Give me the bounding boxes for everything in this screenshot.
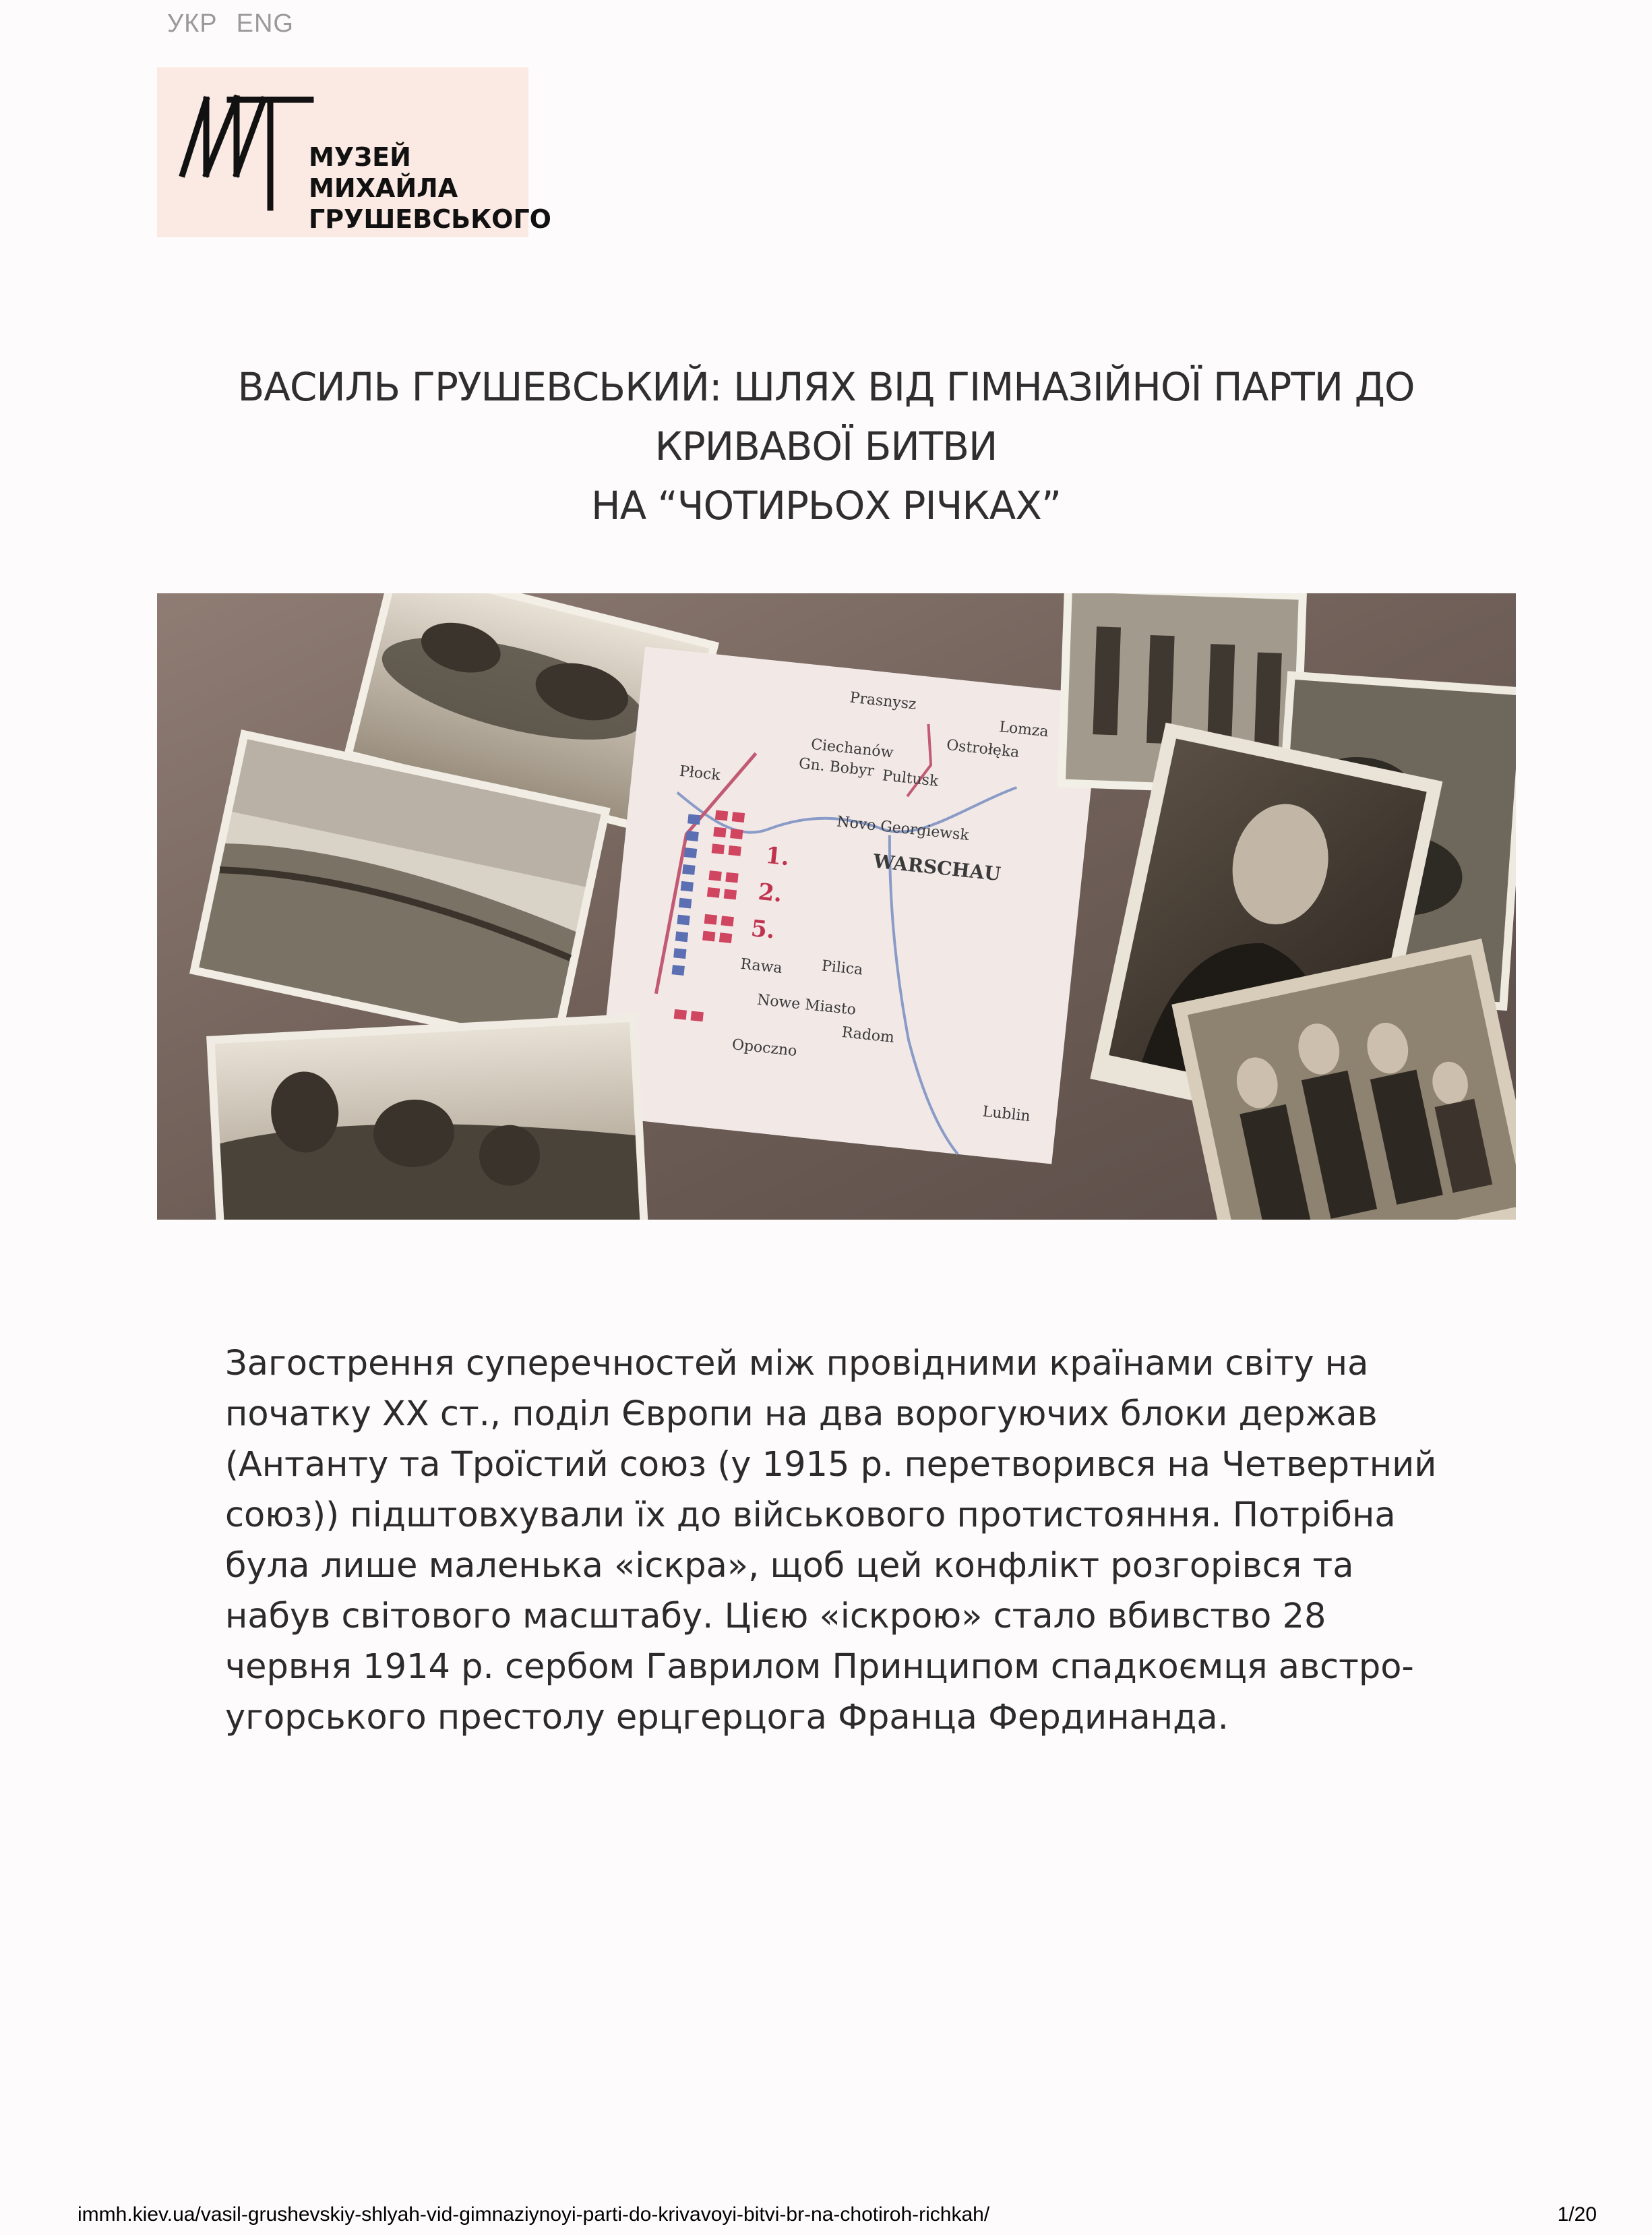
map-label-nowe-miasto: Nowe Miasto — [756, 991, 857, 1019]
museum-logo[interactable] — [157, 67, 551, 237]
logo-line-2: МИХАЙЛА — [309, 173, 458, 203]
logo-line-3: ГРУШЕВСЬКОГО — [309, 204, 551, 234]
map-photo — [596, 647, 1101, 1164]
hero-collage-image — [157, 593, 1516, 1220]
title-line-1: ВАСИЛЬ ГРУШЕВСЬКИЙ: ШЛЯХ ВІД ГІМНАЗІЙНОЇ ПАРТИ ДО — [237, 364, 1415, 410]
map-label-pultusk: Pultusk — [881, 767, 940, 790]
map-label-prasnysz: Prasnysz — [849, 689, 917, 713]
map-label-pilica: Pilica — [820, 957, 864, 979]
map-label-opoczno: Opoczno — [731, 1036, 798, 1061]
map-label-lublin: Lublin — [981, 1103, 1031, 1125]
map-label-warschau: WARSCHAU — [872, 850, 1002, 886]
footer-url: immh.kiev.ua/vasil-grushevskiy-shlyah-vid-gimnaziynoyi-parti-do-krivavoyi-bitvi-br-na-chotiroh-richkah/ — [78, 2203, 990, 2226]
map-label-ostroleka: Ostrołęka — [945, 736, 1020, 762]
map-label-2: 2. — [756, 878, 784, 908]
photo-trench-soldiers — [206, 1013, 648, 1220]
logo-mark-icon — [169, 80, 317, 214]
logo-text — [309, 142, 551, 235]
title-line-2: КРИВАВОЇ БИТВИ — [654, 423, 998, 469]
language-switcher — [167, 9, 313, 38]
map-label-rawa: Rawa — [739, 955, 783, 978]
map-label-plock: Płock — [678, 763, 721, 784]
lang-uk-link[interactable]: УКР — [167, 9, 218, 38]
body-line: угорського престолу ерцгерцога Франца Фердинанда. — [225, 1698, 1229, 1737]
map-label-gn-bobyr: Gn. Bobyr — [797, 755, 876, 780]
body-line: червня 1914 р. сербом Гаврилом Принципом спадкоємця австро- — [225, 1647, 1414, 1687]
page-number: 1/20 — [1557, 2203, 1597, 2226]
body-line: була лише маленька «іскра», щоб цей конфлікт розгорівся та — [225, 1546, 1354, 1586]
body-line: Загострення суперечностей між провідними країнами світу на — [225, 1344, 1369, 1383]
body-line: початку XX ст., поділ Європи на два ворогуючих блоки держав — [225, 1394, 1378, 1434]
logo-line-1: МУЗЕЙ — [309, 142, 411, 172]
body-line: (Антанту та Троїстий союз (у 1915 р. перетворився на Четвертний — [225, 1445, 1437, 1485]
article-body — [225, 1338, 1472, 1743]
map-label-1: 1. — [764, 841, 791, 872]
map-label-lomza: Lomza — [998, 718, 1049, 741]
lang-en-link[interactable]: ENG — [236, 9, 294, 38]
page-title — [135, 357, 1517, 535]
map-label-radom: Radom — [840, 1023, 896, 1047]
map-label-5: 5. — [749, 915, 776, 945]
body-line: набув світового масштабу. Цією «іскрою» стало вбивство 28 — [225, 1597, 1326, 1636]
collage-graphic — [157, 593, 1516, 1220]
map-label-ciechanow: Ciechanów — [809, 736, 894, 762]
map-label-novo-georgiewsk: Novo Georgiewsk — [836, 813, 970, 844]
body-line: союз)) підштовхували їх до військового протистояння. Потрібна — [225, 1495, 1396, 1535]
title-line-3: НА “ЧОТИРЬОХ РІЧКАХ” — [590, 483, 1062, 529]
